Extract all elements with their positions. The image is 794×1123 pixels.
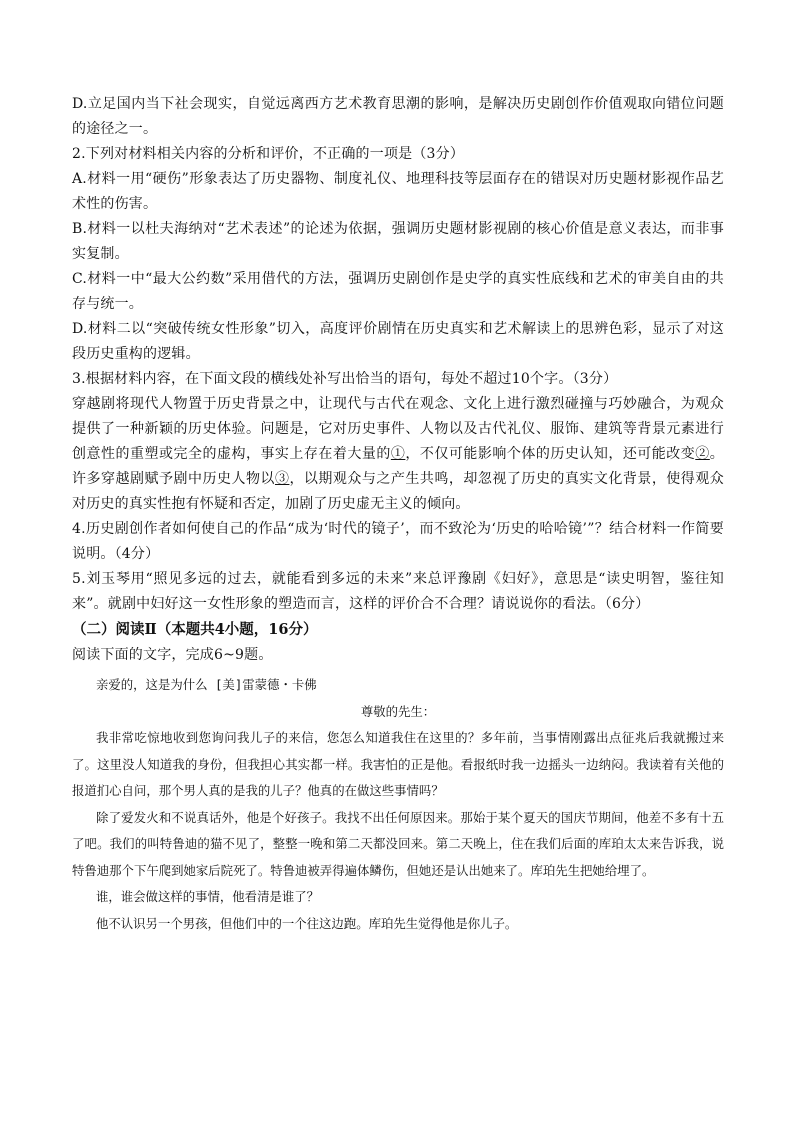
passage-text: 。许多穿越剧赋予剧中历史人物以 [72, 446, 724, 487]
question-2: 2.下列对材料相关内容的分析和评价，不正确的一项是（3分） [72, 146, 465, 162]
story-paragraph: 他不认识另一个男孩，但他们中的一个往这边跑。库珀先生觉得他是你儿子。 [96, 915, 518, 931]
option-d-previous: D.立足国内当下社会现实，自觉远离西方艺术教育思潮的影响，是解决历史剧创作价值观取向错位问题的途径之一。 [72, 96, 724, 137]
blank-1: ① [390, 446, 406, 462]
passage-text: ，不仅可能影响个体的历史认知，还可能改变 [405, 446, 696, 462]
question-3-passage [72, 392, 724, 517]
question-2-option-c: C.材料一中“最大公约数”采用借代的方法，强调历史剧创作是史学的真实性底线和艺术的审美自由的共存与统一。 [72, 271, 724, 312]
section-instruction: 阅读下面的文字，完成6~9题。 [72, 647, 273, 663]
question-5: 5.刘玉琴用“照见多远的过去，就能看到多远的未来”来总评豫剧《妇好》，意思是“读史明智，鉴往知来”。就剧中妇好这一女性形象的塑造而言，这样的评价合不合理？请说说你的看法。（6分） [72, 571, 724, 612]
story-paragraph: 谁，谁会做这样的事情，他看清是谁了？ [96, 889, 320, 904]
story-salutation: 尊敬的先生： [360, 703, 436, 719]
section-heading: （二）阅读Ⅱ（本题共4小题，16分） [72, 621, 318, 638]
question-2-option-a: A.材料一用“硬伤”形象表达了历史器物、制度礼仪、地理科技等层面存在的错误对历史题材影视作品艺术性的伤害。 [72, 171, 724, 212]
story-text [72, 672, 724, 937]
passage-text: 穿越剧将现代人物置于历史背景之中，让现代与古代在观念、文化上进行激烈碰撞与巧妙融合，为观众提供了一种新颖的历史体验。问题是，它对历史事件、人物以及古代礼仪、服饰、建筑等背景元素进行创意性的重塑或完全的虚构，事实上存在着大量的 [72, 396, 724, 462]
question-3: 3.根据材料内容，在下面文段的横线处补写出恰当的语句，每处不超过10个字。（3分） [72, 371, 618, 387]
story-title: 亲爱的，这是为什么 [美]雷蒙德・卡佛 [96, 677, 317, 692]
document-page [72, 92, 724, 937]
blank-3: ③ [274, 471, 290, 487]
story-paragraph: 除了爱发火和不说真话外，他是个好孩子。我找不出任何原因来。那始于某个夏天的国庆节期间，他差不多有十五了吧。我们的叫特鲁迪的猫不见了，整整一晚和第二天都没回来。第二天晚上，住在我们后面的库珀太太来告诉我，说特鲁迪那个下午爬到她家后院死了。特鲁迪被弄得遍体鳞伤，但她还是认出她来了。库珀先生把她给埋了。 [72, 809, 724, 878]
story-paragraph: 我非常吃惊地收到您询问我儿子的来信，您怎么知道我住在这里的？多年前，当事情刚露出点征兆后我就搬过来了。这里没人知道我的身份，但我担心其实都一样。我害怕的正是他。看报纸时我一边摇头一边纳闷。我读着有关他的报道扪心自问，那个男人真的是我的儿子？他真的在做这些事情吗？ [72, 730, 724, 798]
question-2-option-b: B.材料一以杜夫海纳对“艺术表述”的论述为依据，强调历史题材影视剧的核心价值是意义表达，而非事实复制。 [72, 221, 724, 262]
passage-text: ，以期观众与之产生共鸣，却忽视了历史的真实文化背景，使得观众对历史的真实性抱有怀疑和否定，加剧了历史虚无主义的倾向。 [72, 471, 724, 512]
question-4: 4.历史剧创作者如何使自己的作品“成为‘时代的镜子’，而不致沦为‘历史的哈哈镜’”？结合材料一作简要说明。（4分） [72, 521, 724, 562]
question-2-option-d: D.材料二以“突破传统女性形象”切入，高度评价剧情在历史真实和艺术解读上的思辨色彩，显示了对这段历史重构的逻辑。 [72, 321, 724, 362]
blank-2: ② [695, 446, 710, 462]
